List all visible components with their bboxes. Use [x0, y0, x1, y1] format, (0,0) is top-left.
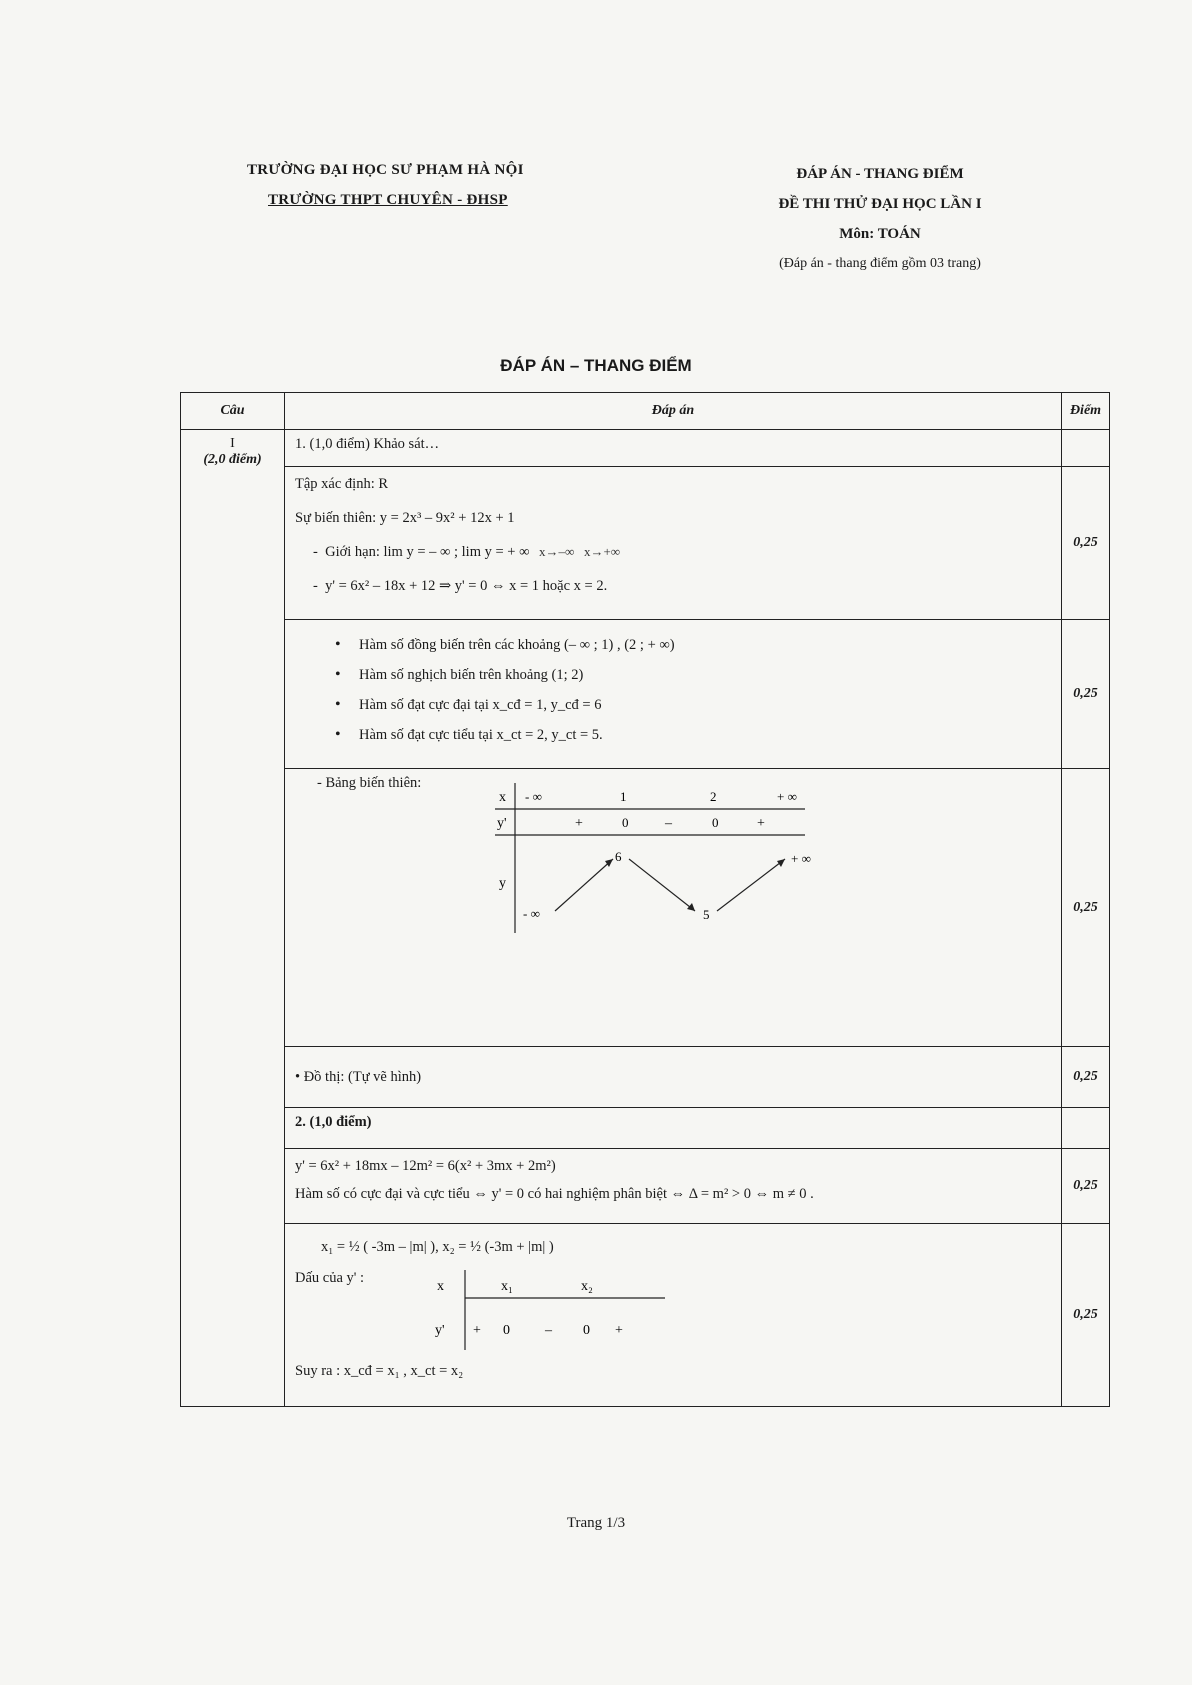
variation-table-label: - Bảng biến thiên:: [317, 775, 422, 791]
points-1: 0,25: [1062, 467, 1110, 620]
vt-yprime-label: y': [497, 816, 507, 831]
p2-roots-text: x₁ = ½ ( -3m – |m| ), x₂ = ½ (-3m + |m| ): [321, 1239, 554, 1255]
vt-y-val: - ∞: [523, 906, 540, 921]
vt-x-val: 2: [710, 789, 717, 804]
answer-graph: • Đồ thị: (Tự vẽ hình): [285, 1047, 1062, 1108]
vt-x-val: + ∞: [777, 789, 797, 804]
bullet-increasing: • Hàm số đồng biến trên các khoảng (– ∞ ; 1) , (2 ; + ∞): [335, 634, 1051, 656]
part2-title: 2. (1,0 điểm): [285, 1108, 1062, 1149]
vt-yp-val: +: [575, 816, 583, 831]
sign-x-val: x₂: [581, 1279, 593, 1294]
sign-yp-val: +: [473, 1323, 481, 1338]
limit-sub2: x→+∞: [583, 544, 621, 559]
row-graph: [181, 1047, 1110, 1108]
answer-table: [180, 392, 1110, 1407]
vt-yp-val: 0: [622, 815, 629, 830]
points-5: 0,25: [1062, 1149, 1110, 1224]
vt-x-label: x: [499, 790, 506, 805]
question-points: (2,0 điểm): [203, 452, 262, 467]
answer-p2-derivative: [285, 1149, 1062, 1224]
university-name: TRƯỜNG ĐẠI HỌC SƯ PHẠM HÀ NỘI: [247, 162, 524, 178]
sign-x-label: x: [437, 1279, 444, 1294]
p2-derivative-text: y' = 6x² + 18mx – 12m² = 6(x² + 3mx + 2m²): [295, 1158, 556, 1174]
row-p2-derivative: [181, 1149, 1110, 1224]
sign-yp-label: y': [435, 1323, 445, 1338]
answer-p2-sign: [285, 1224, 1062, 1407]
vt-yp-val: –: [665, 816, 672, 831]
sign-table: [435, 1270, 695, 1350]
answer-variation-table: [285, 769, 1062, 1047]
points-2: 0,25: [1062, 620, 1110, 769]
bullet-max: • Hàm số đạt cực đại tại x_cđ = 1, y_cđ = 6: [335, 694, 1051, 716]
p2-conclusion-text: Suy ra : x_cđ = x₁ , x_ct = x₂: [295, 1363, 464, 1379]
derivative-text: - y' = 6x² – 18x + 12 ⇒ y' = 0 ⇔ x = 1 hoặc x = 2.: [313, 578, 608, 594]
vt-y-label: y: [499, 876, 506, 891]
part1-title-row: [181, 430, 1110, 467]
points-3: 0,25: [1062, 769, 1110, 1047]
col-question: Câu: [181, 393, 285, 430]
points-empty: [1062, 430, 1110, 467]
vt-x-val: - ∞: [525, 789, 542, 804]
sign-x-val: x₁: [501, 1279, 513, 1294]
limits-text: - Giới hạn: lim y = – ∞ ; lim y = + ∞ x→–∞ x→+∞: [313, 544, 621, 560]
p2-sign-label: Dấu của y' :: [295, 1270, 365, 1286]
domain-text: Tập xác định: R: [295, 476, 389, 492]
vt-y-val: 6: [615, 849, 622, 864]
question-number: I: [230, 436, 235, 451]
col-answer: Đáp án: [285, 393, 1062, 430]
row-domain: [181, 467, 1110, 620]
subject: Môn: TOÁN: [839, 226, 921, 242]
row-monotonic: [181, 620, 1110, 769]
points-6: 0,25: [1062, 1224, 1110, 1407]
part2-title-row: [181, 1108, 1110, 1149]
page-title: ĐÁP ÁN – THANG ĐIỂM: [500, 356, 692, 375]
page-count-note: (Đáp án - thang điểm gồm 03 trang): [779, 256, 981, 271]
points-empty-2: [1062, 1108, 1110, 1149]
variation-text: Sự biến thiên: y = 2x³ – 9x² + 12x + 1: [295, 510, 515, 526]
vt-x-val: 1: [620, 789, 627, 804]
table-header-row: [181, 393, 1110, 430]
part1-title: 1. (1,0 điểm) Khảo sát…: [285, 430, 1062, 467]
points-4: 0,25: [1062, 1047, 1110, 1108]
answer-domain: [285, 467, 1062, 620]
vt-yp-val: 0: [712, 815, 719, 830]
p2-condition-text: Hàm số có cực đại và cực tiểu ⇔ y' = 0 có hai nghiệm phân biệt ⇔ Δ = m² > 0 ⇔ m ≠ 0 .: [295, 1186, 814, 1202]
bullet-min: • Hàm số đạt cực tiểu tại x_ct = 2, y_ct = 5.: [335, 724, 1051, 746]
bullet-decreasing: • Hàm số nghịch biến trên khoảng (1; 2): [335, 664, 1051, 686]
variation-table: [495, 783, 855, 953]
school-name: TRƯỜNG THPT CHUYÊN - ĐHSP: [268, 192, 508, 208]
row-variation-table: [181, 769, 1110, 1047]
sign-yp-val: 0: [503, 1323, 510, 1338]
answer-monotonic: [285, 620, 1062, 769]
vt-y-val: 5: [703, 907, 710, 922]
vt-yp-val: +: [757, 816, 765, 831]
page-footer: Trang 1/3: [566, 1515, 626, 1531]
limit-sub1: x→–∞: [539, 544, 575, 559]
row-p2-sign: [181, 1224, 1110, 1407]
monotonic-list: [295, 634, 1051, 746]
sign-yp-val: –: [545, 1323, 552, 1338]
vt-y-val: + ∞: [791, 851, 811, 866]
exam-name: ĐỀ THI THỬ ĐẠI HỌC LẦN I: [778, 196, 982, 212]
col-points: Điểm: [1062, 393, 1110, 430]
sign-yp-val: 0: [583, 1323, 590, 1338]
sign-yp-val: +: [615, 1323, 623, 1338]
doc-type: ĐÁP ÁN - THANG ĐIỂM: [796, 166, 964, 182]
question-cell: [181, 430, 285, 1407]
